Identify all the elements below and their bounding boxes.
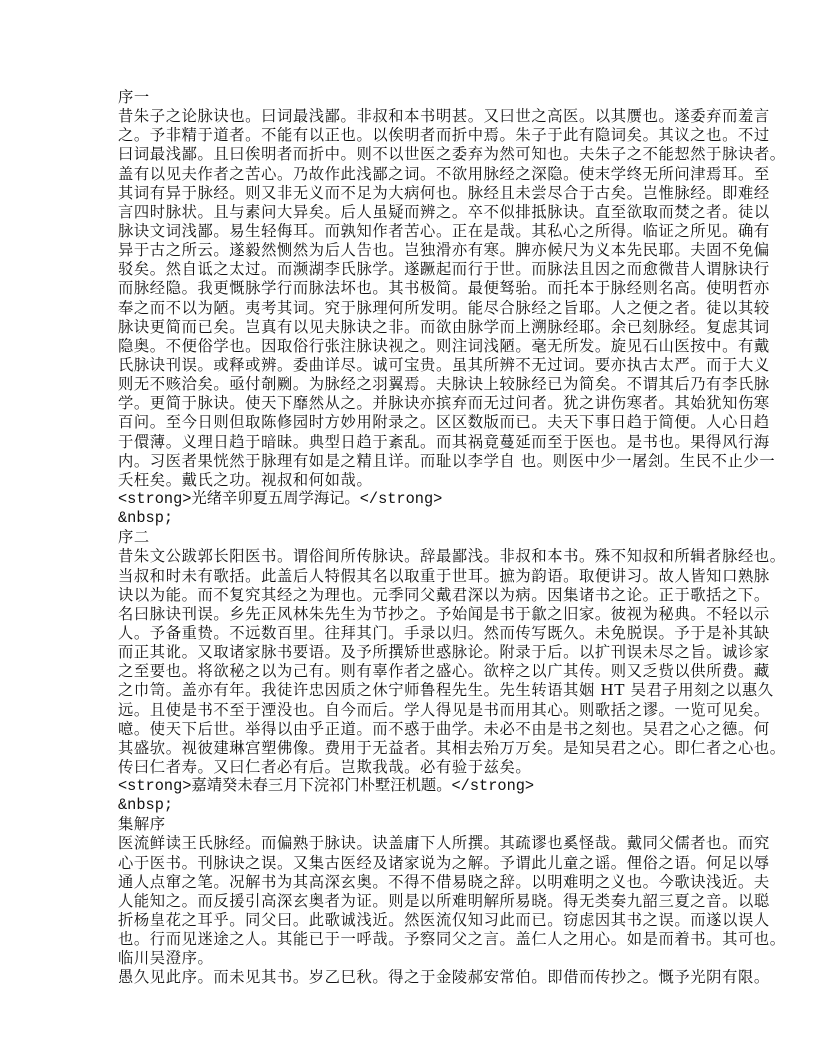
paragraph-line: 医流鲜读王氏脉经。而偏熟于脉诀。诀盖庸下人所撰。其疏谬也奚怪哉。戴同父儒者也。而究 [118, 834, 770, 853]
signature-line: <strong>嘉靖癸未春三月下浣祁门朴墅汪机题。</strong> [118, 777, 535, 796]
paragraph-line: 愚久见此序。而未见其书。岁乙巳秋。得之于金陵郝安常伯。即借而传抄之。慨予光阴有限。 [118, 968, 770, 987]
paragraph-line: 心于医书。刊脉诀之误。又集古医经及诸家说为之解。予谓此儿童之谣。俚俗之语。何足以辱 [118, 853, 770, 872]
section-title: 序二 [118, 528, 150, 547]
paragraph-line: 夭枉矣。戴氏之功。视叔和何如哉。 [118, 470, 373, 489]
spacer-line: &nbsp; [118, 796, 174, 815]
paragraph-line: 学。更简于脉诀。使天下靡然从之。并脉诀亦摈弃而无过问者。犹之讲伤寒者。其始犹知伤寒 [118, 394, 770, 413]
spacer-line: &nbsp; [118, 509, 174, 528]
paragraph-line: 临川吴澄序。 [118, 949, 214, 968]
paragraph-line: 之。予非精于道者。不能有以正也。以俟明者而折中焉。朱子于此有隐词矣。其议之也。不过 [118, 126, 770, 145]
paragraph-line: 传曰仁者寿。又曰仁者必有后。岂欺我哉。必有验于兹矣。 [118, 757, 532, 776]
paragraph-line: 远。且使是书不至于湮没也。自今而后。学人得见是书而用其心。则歌括之谬。一览可见矣。 [118, 700, 770, 719]
section-title: 集解序 [118, 815, 166, 834]
signature-line: <strong>光绪辛卯夏五周学海记。</strong> [118, 489, 443, 508]
preface-two [118, 528, 786, 815]
paragraph-line: 氏脉诀刊误。或释或辨。委曲详尽。诚可宝贵。虽其所辨不无过词。要亦执古太严。而于大义 [118, 355, 770, 374]
paragraph-line: 奉之而不以为陋。夷考其词。究于脉理何所发明。能尽合脉经之旨耶。人之便之者。徒以其较 [118, 298, 770, 317]
paragraph-line: 盖有以见夫作者之苦心。乃故作此浅鄙之词。不欲用脉经之深隐。使末学终无所问津焉耳。至 [118, 164, 770, 183]
paragraph-line: 曰词最浅鄙。且曰俟明者而折中。则不以世医之委弃为然可知也。夫朱子之不能恝然于脉诀者。 [118, 145, 786, 164]
paragraph-line: 昔朱文公跋郭长阳医书。谓俗间所传脉诀。辞最鄙浅。非叔和本书。殊不知叔和所辑者脉经也。 [118, 547, 786, 566]
paragraph-line: 内。习医者果恍然于脉理有如是之精且详。而耻以李学自 也。则医中少一屠刽。生民不止少一 [118, 451, 776, 470]
collected-commentary-preface [118, 815, 786, 987]
paragraph-line: 而脉经隐。我更慨脉学行而脉法坏也。其书极简。最便驽骀。而托本于脉经则名高。使明哲亦 [118, 279, 770, 298]
paragraph-line: 之巾笥。盖亦有年。我徒许忠因质之休宁师鲁程先生。先生转语其姻 HT 吴君子用刻之以惠久 [118, 681, 774, 700]
paragraph-line: 诀以为能。而不复究其经之为理也。元季同父戴君深以为病。因集诸书之论。正于歌括之下。 [118, 585, 770, 604]
paragraph-line: 昔朱子之论脉诀也。曰词最浅鄙。非叔和本书明甚。又曰世之高医。以其赝也。遂委弃而羞言 [118, 107, 770, 126]
paragraph-line: 脉诀文词浅鄙。易生轻侮耳。而孰知作者苦心。正在是哉。其私心之所得。临证之所见。确有 [118, 221, 770, 240]
paragraph-line: 其词有异于脉经。则又非无义而不足为大病何也。脉经且未尝尽合于古矣。岂惟脉经。即难经 [118, 183, 770, 202]
paragraph-line: 于儇薄。义理日趋于暗昧。典型日趋于紊乱。而其祸竟蔓延而至于医也。是书也。果得风行海 [118, 432, 770, 451]
paragraph-line: 人能知之。而反援引高深玄奥者为证。则是以所难明解所易晓。得无类奏九韶三夏之音。以聪 [118, 891, 770, 910]
paragraph-line: 之至要也。将欲秘之以为己有。则有辜作者之盛心。欲梓之以广其传。则又乏赀以供所费。藏 [118, 662, 770, 681]
paragraph-line: 驳矣。然自诋之太过。而濒湖李氏脉学。遂蹶起而行于世。而脉法且因之而愈微昔人谓脉诀行 [118, 260, 770, 279]
paragraph-line: 人。予备重贽。不远数百里。往拜其门。手录以归。然而传写既久。未免脱误。予于是补其缺 [118, 623, 770, 642]
paragraph-line: 异于古之所云。遂毅然恻然为后人告也。岂独滑亦有寒。脾亦候尺为义本先民耶。夫固不免偏 [118, 241, 770, 260]
paragraph-line: 则无不赅洽矣。亟付剞劂。为脉经之羽翼焉。夫脉诀上较脉经已为简矣。不谓其后乃有李氏脉 [118, 375, 770, 394]
preface-one [118, 88, 786, 528]
paragraph-line: 折杨皇花之耳乎。同父曰。此歌诚浅近。然医流仅知习此而已。窃虑因其书之误。而遂以误人 [118, 911, 770, 930]
paragraph-line: 当叔和时未有歌括。此盖后人特假其名以取重于世耳。摭为韵语。取便讲习。故人皆知口熟脉 [118, 566, 770, 585]
paragraph-line: 脉诀更简而已矣。岂真有以见夫脉诀之非。而欲由脉学而上溯脉经耶。余已刻脉经。复虑其词 [118, 317, 770, 336]
paragraph-line: 通人点窜之笔。况解书为其高深玄奥。不得不借易晓之辞。以明难明之义也。今歌诀浅近。夫 [118, 872, 770, 891]
document-page [118, 88, 786, 988]
paragraph-line: 而正其讹。又取诸家脉书要语。及予所撰矫世惑脉论。附录于后。以扩刊误未尽之旨。诚诊家 [118, 643, 770, 662]
paragraph-line: 名曰脉诀刊误。乡先正风林朱先生为节抄之。予始闻是书于歙之旧家。彼视为秘典。不轻以示 [118, 604, 770, 623]
paragraph-line: 言四时脉状。且与素问大异矣。后人虽疑而辨之。卒不似排抵脉诀。直至欲取而焚之者。徒以 [118, 202, 770, 221]
paragraph-line: 隐奥。不便俗学也。因取俗行张注脉诀视之。则注词浅陋。毫无所发。旋见石山医按中。有戴 [118, 336, 770, 355]
section-title: 序一 [118, 88, 150, 106]
paragraph-line: 噫。使天下后世。举得以由乎正道。而不惑于曲学。未必不由是书之刻也。吴君之心之德。何 [118, 719, 770, 738]
paragraph-line: 其盛欤。视彼建琳宫塑佛像。费用于无益者。其相去殆万万矣。是知吴君之心。即仁者之心也。 [118, 738, 786, 757]
paragraph-line: 也。行而见迷途之人。其能已于一呼哉。予察同父之言。盖仁人之用心。如是而着书。其可也。 [118, 930, 786, 949]
paragraph-line: 百问。至今日则但取陈修园时方妙用附录之。区区数版而已。夫天下事日趋于简便。人心日趋 [118, 413, 770, 432]
